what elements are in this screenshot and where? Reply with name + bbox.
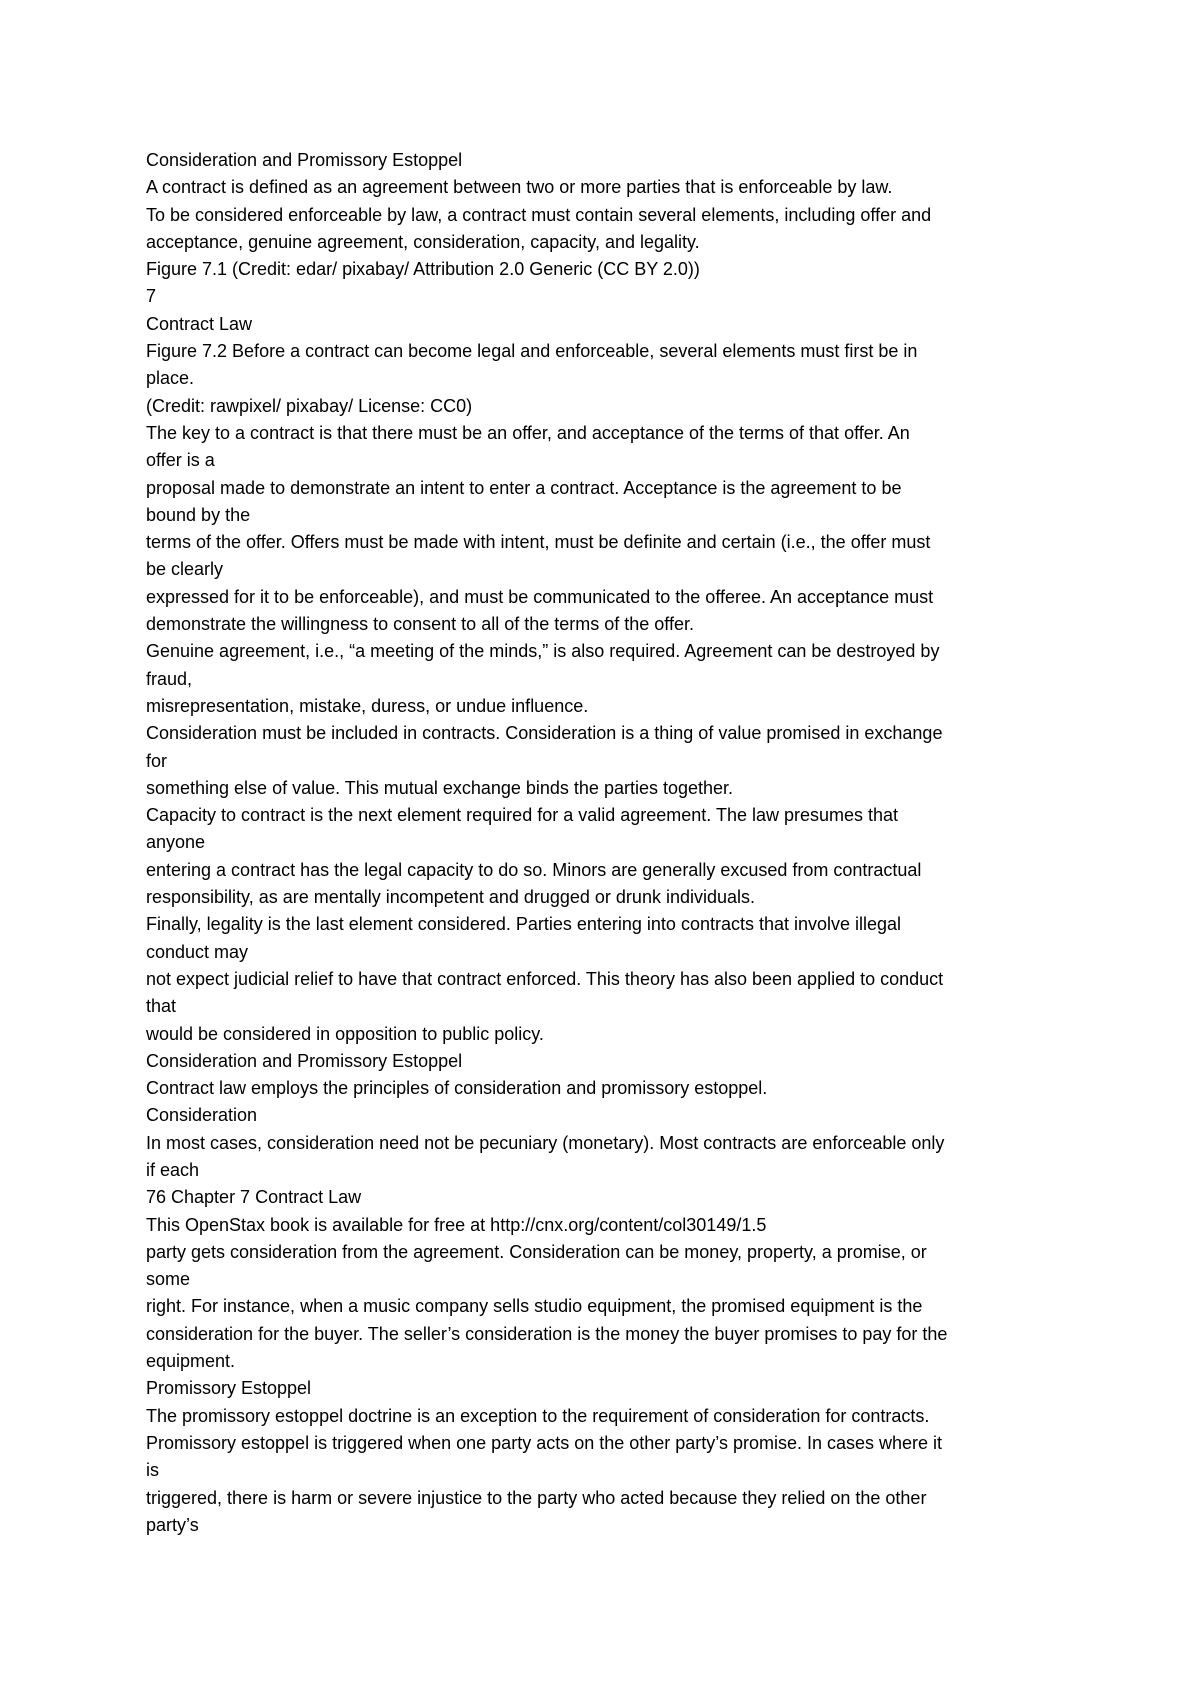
text-line: bound by the bbox=[146, 504, 251, 525]
text-line: Promissory Estoppel bbox=[146, 1378, 312, 1399]
text-line: responsibility, as are mentally incompetent and drugged or drunk individuals. bbox=[146, 887, 756, 908]
text-line: Figure 7.2 Before a contract can become legal and enforceable, several elements must first be in bbox=[146, 341, 918, 362]
text-line: misrepresentation, mistake, duress, or undue influence. bbox=[146, 695, 589, 716]
text-line: proposal made to demonstrate an intent to enter a contract. Acceptance is the agreement to be bbox=[146, 477, 902, 498]
text-line: Consideration bbox=[146, 1105, 258, 1126]
text-line: This OpenStax book is available for free at http://cnx.org/content/col30149/1.5 bbox=[146, 1214, 767, 1235]
text-line: Consideration and Promissory Estoppel bbox=[146, 1050, 463, 1071]
text-line: party’s bbox=[146, 1514, 199, 1535]
text-line: for bbox=[146, 750, 168, 771]
text-line: not expect judicial relief to have that contract enforced. This theory has also been applied to conduct bbox=[146, 968, 944, 989]
text-line: conduct may bbox=[146, 941, 249, 962]
text-line: right. For instance, when a music company sells studio equipment, the promised equipment is the bbox=[146, 1296, 923, 1317]
text-line: Figure 7.1 (Credit: edar/ pixabay/ Attribution 2.0 Generic (CC BY 2.0)) bbox=[146, 259, 700, 280]
text-line: Finally, legality is the last element considered. Parties entering into contracts that involve illegal bbox=[146, 914, 902, 935]
text-line: terms of the offer. Offers must be made with intent, must be definite and certain (i.e., the offer must bbox=[146, 532, 931, 553]
text-line: Consideration must be included in contracts. Consideration is a thing of value promised in exchange bbox=[146, 723, 943, 744]
text-line: expressed for it to be enforceable), and must be communicated to the offeree. An acceptance must bbox=[146, 586, 934, 607]
text-line: party gets consideration from the agreement. Consideration can be money, property, a promise, or bbox=[146, 1241, 927, 1262]
text-line: A contract is defined as an agreement between two or more parties that is enforceable by law. bbox=[146, 177, 893, 198]
text-line: 76 Chapter 7 Contract Law bbox=[146, 1187, 362, 1208]
text-line: is bbox=[146, 1460, 159, 1481]
text-line: if each bbox=[146, 1159, 200, 1180]
text-line: be clearly bbox=[146, 559, 224, 580]
text-line: To be considered enforceable by law, a contract must contain several elements, including offer and bbox=[146, 204, 932, 225]
text-line: would be considered in opposition to public policy. bbox=[146, 1023, 544, 1044]
text-line: offer is a bbox=[146, 450, 215, 471]
document-body bbox=[146, 147, 1076, 1539]
text-line: The promissory estoppel doctrine is an exception to the requirement of consideration for contracts. bbox=[146, 1405, 930, 1426]
text-line: Capacity to contract is the next element required for a valid agreement. The law presumes that bbox=[146, 805, 899, 826]
text-line: Genuine agreement, i.e., “a meeting of the minds,” is also required. Agreement can be destroyed by bbox=[146, 641, 940, 662]
text-line: acceptance, genuine agreement, consideration, capacity, and legality. bbox=[146, 231, 700, 252]
text-line: Consideration and Promissory Estoppel bbox=[146, 150, 463, 170]
text-line: that bbox=[146, 996, 177, 1017]
text-line: Contract Law bbox=[146, 313, 253, 334]
text-line: fraud, bbox=[146, 668, 193, 689]
text-line: entering a contract has the legal capacity to do so. Minors are generally excused from contractual bbox=[146, 859, 922, 880]
text-line: In most cases, consideration need not be pecuniary (monetary). Most contracts are enforceable only bbox=[146, 1132, 945, 1153]
text-line: equipment. bbox=[146, 1351, 236, 1372]
text-line: some bbox=[146, 1269, 191, 1290]
text-line: 7 bbox=[146, 286, 157, 307]
text-line: consideration for the buyer. The seller’s consideration is the money the buyer promises to pay for the bbox=[146, 1323, 948, 1344]
text-line: The key to a contract is that there must be an offer, and acceptance of the terms of that offer. An bbox=[146, 422, 910, 443]
text-line: Contract law employs the principles of consideration and promissory estoppel. bbox=[146, 1078, 768, 1099]
text-line: something else of value. This mutual exchange binds the parties together. bbox=[146, 777, 734, 798]
text-line: anyone bbox=[146, 832, 206, 853]
text-line: Promissory estoppel is triggered when one party acts on the other party’s promise. In cases where it bbox=[146, 1432, 943, 1453]
text-line: triggered, there is harm or severe injustice to the party who acted because they relied on the other bbox=[146, 1487, 927, 1508]
text-line: (Credit: rawpixel/ pixabay/ License: CC0) bbox=[146, 395, 473, 416]
text-line: demonstrate the willingness to consent to all of the terms of the offer. bbox=[146, 614, 694, 635]
text-line: place. bbox=[146, 368, 195, 389]
